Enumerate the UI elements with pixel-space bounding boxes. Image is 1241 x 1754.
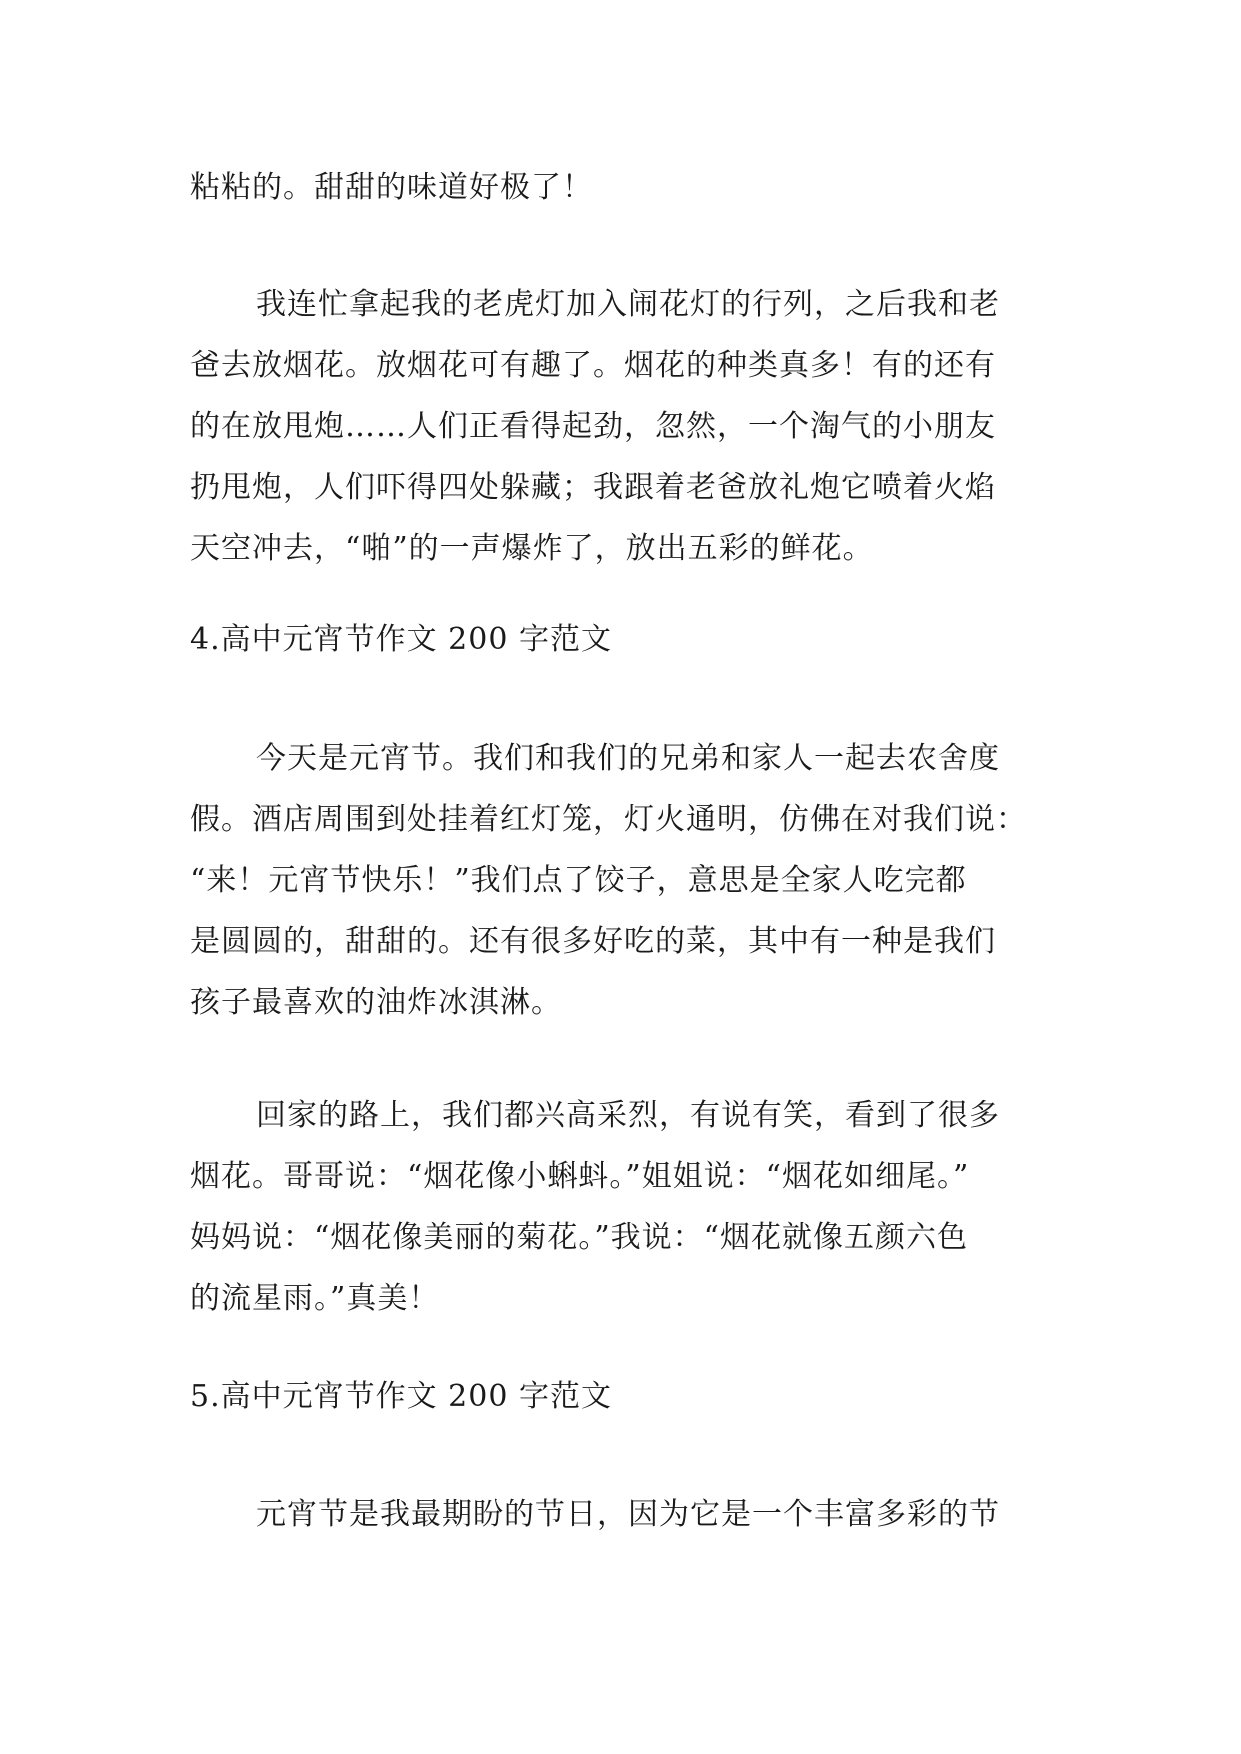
section-heading-5 [190,1366,1060,1427]
paragraph-home [190,1085,1060,1329]
paragraph-line: 假。酒店周围到处挂着红灯笼，灯火通明，仿佛在对我们说： [190,802,1027,837]
paragraph-line: 扔甩炮，人们吓得四处躲藏；我跟着老爸放礼炮它喷着火焰 [190,470,996,505]
paragraph-fireworks [190,274,1060,579]
paragraph-continuation [190,157,1060,218]
paragraph-line: 元宵节是我最期盼的节日，因为它是一个丰富多彩的节 [256,1497,1000,1532]
heading-text: 5.高中元宵节作文 200 字范文 [190,1379,612,1414]
paragraph-line: 天空冲去，“啪”的一声爆炸了，放出五彩的鲜花。 [190,531,874,566]
paragraph-line: 烟花。哥哥说：“烟花像小蝌蚪。”姐姐说：“烟花如细尾。” [190,1159,970,1194]
paragraph-line: 今天是元宵节。我们和我们的兄弟和家人一起去农舍度 [256,741,1000,776]
paragraph-line: 的在放甩炮……人们正看得起劲，忽然，一个淘气的小朋友 [190,409,996,444]
paragraph-line: 爸去放烟花。放烟花可有趣了。烟花的种类真多！有的还有 [190,348,996,383]
paragraph-line: 的流星雨。”真美！ [190,1281,440,1316]
paragraph-line: 妈妈说：“烟花像美丽的菊花。”我说：“烟花就像五颜六色 [190,1220,969,1255]
paragraph-today [190,728,1060,1033]
section-heading-4 [190,609,1060,670]
paragraph-line: “来！元宵节快乐！”我们点了饺子，意思是全家人吃完都 [190,863,967,898]
paragraph-line: 我连忙拿起我的老虎灯加入闹花灯的行列，之后我和老 [256,287,1000,322]
paragraph-line: 孩子最喜欢的油炸冰淇淋。 [190,985,562,1020]
paragraph-line: 回家的路上，我们都兴高采烈，有说有笑，看到了很多 [256,1098,1000,1133]
paragraph-lantern [190,1484,1060,1545]
paragraph-line: 是圆圆的，甜甜的。还有很多好吃的菜，其中有一种是我们 [190,924,996,959]
paragraph-line: 粘粘的。甜甜的味道好极了！ [190,170,593,205]
heading-text: 4.高中元宵节作文 200 字范文 [190,622,612,657]
